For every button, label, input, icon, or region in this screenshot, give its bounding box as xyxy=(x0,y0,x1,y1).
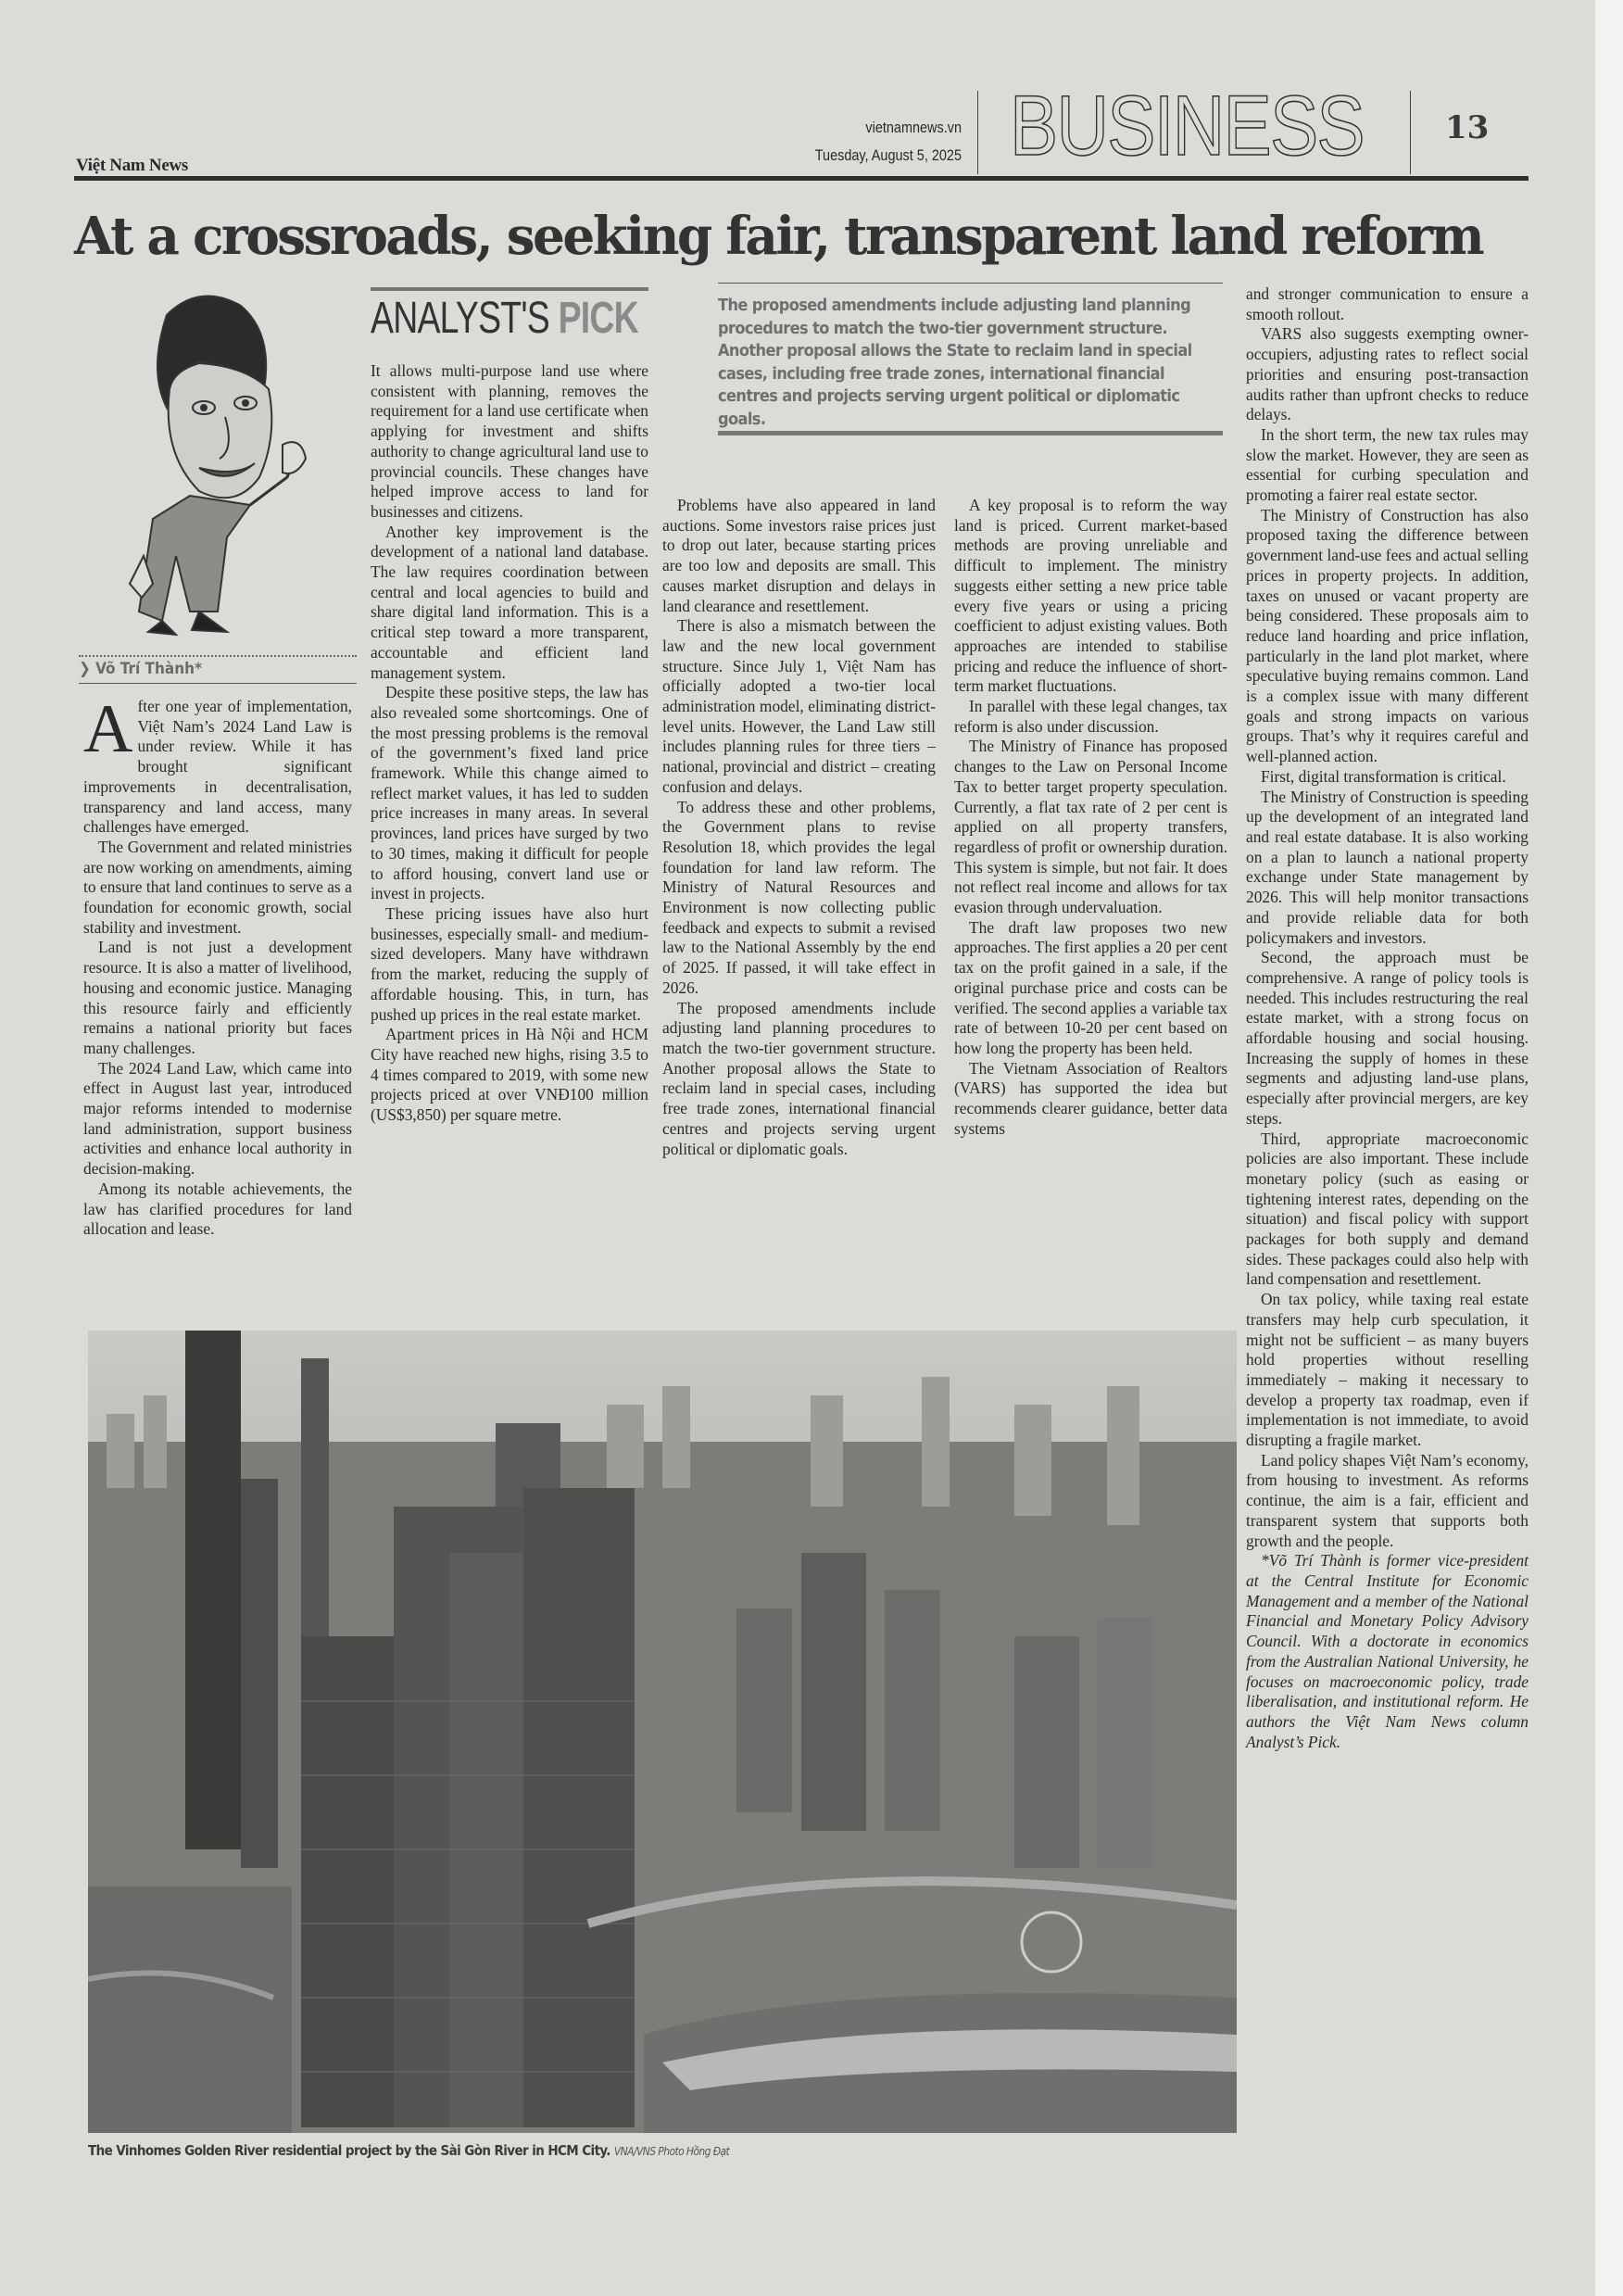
article-column-1 xyxy=(83,691,352,1240)
paragraph: It allows multi-purpose land use where consistent with planning, removes the requirement for a land use certificate when applying for investment and shifts authority to change agricultural land use to provincial councils. These changes have helped improve access to land for businesses and citizens. xyxy=(371,361,648,521)
masthead-rule xyxy=(74,176,1529,181)
author-note: *Võ Trí Thành is former vice-president at the Central Institute for Economic Management and a member of the National Financial and Monetary Policy Advisory Council. With a doctorate in economics from the Australian National University, he focuses on macroeconomic policy, trade liberalisation, and institutional reform. He authors the Việt Nam News column Analyst’s Pick. xyxy=(1246,1551,1529,1751)
paragraph: Land policy shapes Việt Nam’s economy, from housing to investment. As reforms continue, the aim is a fair, efficient and transparent system that supports both growth and the people. xyxy=(1246,1450,1529,1550)
page-edge xyxy=(1595,0,1623,2296)
photo-caption xyxy=(88,2142,729,2159)
article-column-3 xyxy=(662,496,936,1159)
author-name: Võ Trí Thành* xyxy=(95,660,202,678)
paragraph: The draft law proposes two new approaches. The first applies a 20 per cent tax on the profit gained in a sale, if the original purchase price and costs can be verified. The second applies a variable tax rate of between 10-20 per cent based on how long the property has been held. xyxy=(954,917,1227,1057)
paragraph: Problems have also appeared in land auctions. Some investors raise prices just to drop out later, because starting prices are too low and deposits are small. This causes market disruption and delays in land clearance and resettlement. xyxy=(662,496,936,615)
paragraph: To address these and other problems, the Government plans to revise Resolution 18, which provides the legal foundation for land law reform. The Ministry of Natural Resources and Environment is now collecting public feedback and expects to submit a revised law to the National Assembly by the end of 2025. If passed, it will take effect in 2026. xyxy=(662,797,936,997)
article-column-5 xyxy=(1246,284,1529,1752)
column-title-rule xyxy=(371,287,648,291)
article-column-2 xyxy=(371,361,648,1126)
column-title-bold: PICK xyxy=(558,294,638,343)
article-column-4 xyxy=(954,496,1227,1140)
paragraph: These pricing issues have also hurt businesses, especially small- and medium-sized developers. Many have withdrawn from the market, reducing the supply of affordable housing. This, in turn, has pushed up prices in the real estate market. xyxy=(371,903,648,1024)
paragraph: The Ministry of Construction is speeding up the development of an integrated land and real estate database. It is also working on a plan to launch a national property exchange under State management by 2026. This will help monitor transactions and provide reliable data for both policymakers and investors. xyxy=(1246,787,1529,947)
paragraph: Third, appropriate macroeconomic policies are also important. These include monetary policy (such as easing or tightening interest rates, depending on the situation) and fiscal policy with support packages for both supply and demand sides. These packages could also help with land compensation and resettlement. xyxy=(1246,1129,1529,1289)
website: vietnamnews.vn xyxy=(865,119,962,136)
photo-credit: VNA/VNS Photo Hồng Đạt xyxy=(613,2145,730,2158)
masthead-divider xyxy=(977,91,978,174)
drop-cap: A xyxy=(83,691,133,767)
paragraph: The Ministry of Finance has proposed changes to the Law on Personal Income Tax to better target property speculation. Currently, a flat tax rate of 2 per cent is applied on all property transfers, regardless of profit or ownership duration. This system is simple, but not fair. It does not reflect real income and allows for tax evasion through undervaluation. xyxy=(954,737,1227,917)
photo-caption-text: The Vinhomes Golden River residential project by the Sài Gòn River in HCM City. xyxy=(88,2142,610,2159)
page-number: 13 xyxy=(1445,109,1490,146)
paragraph: Despite these positive steps, the law has also revealed some shortcomings. One of the most pressing problems is the removal of the government’s fixed land price framework. While this change aimed to reflect market values, it has led to sudden price increases in many areas. In several provinces, land prices have surged by two to 30 times, making it difficult for people to afford housing, convert land use or invest in projects. xyxy=(371,683,648,903)
byline-divider xyxy=(79,655,357,657)
masthead-divider xyxy=(1410,91,1411,174)
pull-quote: The proposed amendments include adjusting land planning procedures to match the two-tier government structure. Another proposal allows the State to reclaim land in special cases, including free trade zones, international financial centres and projects serving urgent political or diplomatic goals. xyxy=(718,296,1192,429)
paragraph xyxy=(83,691,352,838)
paragraph: On tax policy, while taxing real estate transfers may help curb speculation, it might not be sufficient – as many buyers hold properties without reselling immediately – making it necessary to develop a property tax roadmap, even if implementation is not immediate, to avoid disrupting a fragile market. xyxy=(1246,1290,1529,1450)
headline: At a crossroads, seeking fair, transparent land reform xyxy=(74,206,1483,267)
paragraph: A key proposal is to reform the way land is priced. Current market-based methods are proving unreliable and difficult to implement. The ministry suggests either setting a new price table every five years or using a pricing coefficient to adjust existing values. Both approaches are intended to stabilise pricing and reduce the influence of short-term market fluctuations. xyxy=(954,496,1227,696)
author-caricature xyxy=(88,278,357,649)
paragraph: The Ministry of Construction has also proposed taxing the difference between government land-use fees and actual selling prices in property projects. In addition, taxes on unused or vacant property are being considered. These proposals aim to reduce land hoarding and price inflation, particularly in the land plot market, where speculative buying remains common. Land is a complex issue with many different goals and strong impacts on various groups. That’s why it requires careful and well-planned action. xyxy=(1246,505,1529,766)
byline-arrow-icon: ❯ xyxy=(79,660,96,678)
column-title-thin: ANALYST'S xyxy=(371,294,559,343)
paragraph: The Government and related ministries are now working on amendments, aiming to ensure that land continues to serve as a foundation for economic growth, social stability and investment. xyxy=(83,837,352,937)
pull-quote-rule xyxy=(718,431,1223,435)
paragraph: VARS also suggests exempting owner-occupiers, adjusting rates to reflect social priorities and ensuring post-transaction audits rather than upfront checks to reduce delays. xyxy=(1246,324,1529,424)
pull-quote-rule xyxy=(718,283,1223,284)
column-title xyxy=(371,295,638,344)
byline-divider xyxy=(79,683,357,684)
paragraph: Another key improvement is the development of a national land database. The law requires coordination between central and local agencies to build and share digital land information. This is a critical step toward a more transparent, accountable and efficient land management system. xyxy=(371,522,648,682)
paragraph: Apartment prices in Hà Nội and HCM City have reached new highs, rising 3.5 to 4 times compared to 2019, with some new projects priced at over VNĐ100 million (US$3,850) per square metre. xyxy=(371,1025,648,1125)
paragraph: and stronger communication to ensure a smooth rollout. xyxy=(1246,284,1529,323)
paragraph: Among its notable achievements, the law has clarified procedures for land allocation and lease. xyxy=(83,1179,352,1239)
paragraph: In parallel with these legal changes, tax reform is also under discussion. xyxy=(954,697,1227,736)
paragraph: In the short term, the new tax rules may slow the market. However, they are seen as essential for curbing speculation and promoting a fairer real estate sector. xyxy=(1246,424,1529,505)
publication-name: Việt Nam News xyxy=(76,156,188,175)
paragraph: There is also a mismatch between the law and the new local government structure. Since July 1, Việt Nam has officially adopted a two-tier local administration model, eliminating district-level units. However, the Land Law still includes planning rules for three tiers – national, provincial and district – creating confusion and delays. xyxy=(662,616,936,796)
paragraph: The Vietnam Association of Realtors (VARS) has supported the idea but recommends clearer guidance, better data systems xyxy=(954,1058,1227,1138)
paragraph: Land is not just a development resource. It is also a matter of livelihood, housing and economic justice. Managing this resource fairly and efficiently remains a national priority but faces many challenges. xyxy=(83,938,352,1057)
paragraph: First, digital transformation is critical. xyxy=(1261,766,1506,786)
issue-date: Tuesday, August 5, 2025 xyxy=(814,146,962,164)
section-title: BUSINESS xyxy=(1010,79,1364,173)
paragraph: The 2024 Land Law, which came into effect in August last year, introduced major reforms intended to modernise land administration, support business activities and enhance local authority in decision-making. xyxy=(83,1058,352,1179)
paragraph: Second, the approach must be comprehensive. A range of policy tools is needed. This includes restructuring the real estate market, with a strong focus on affordable housing and social housing. Increasing the supply of homes in these segments and adjusting land-use plans, especially after provincial mergers, are key steps. xyxy=(1246,948,1529,1128)
city-skyline-photo xyxy=(88,1331,1237,2133)
byline xyxy=(79,660,202,678)
paragraph: The proposed amendments include adjusting land planning procedures to match the two-tier government structure. Another proposal allows the State to reclaim land in special cases, including free trade zones, international financial centres and projects serving urgent political or diplomatic goals. xyxy=(662,998,936,1158)
paragraph-text: fter one year of implementation, Việt Nam’s 2024 Land Law is under review. While it has brought significant improvements in decentralisation, transparency and land access, many challenges have emerged. xyxy=(83,697,352,837)
